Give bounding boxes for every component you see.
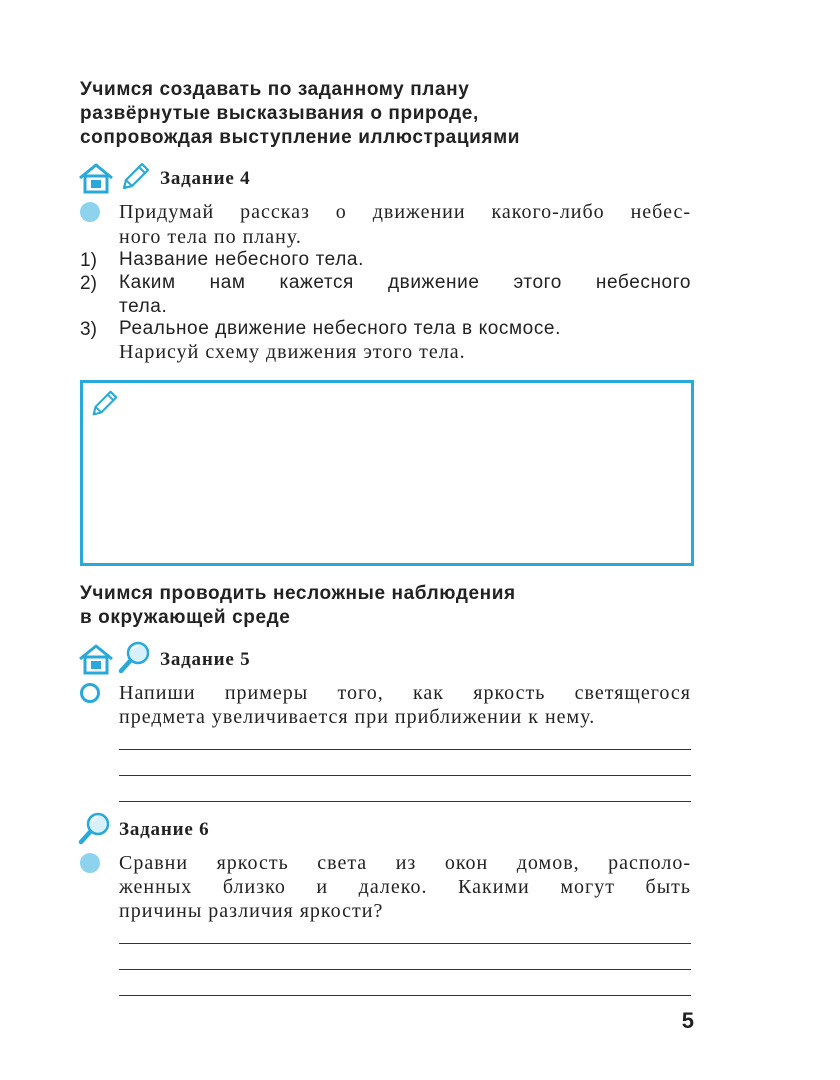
task-4-bullet xyxy=(80,202,100,222)
answer-line[interactable] xyxy=(119,995,691,996)
magnifier-icon xyxy=(78,811,112,845)
task-6-line: Сравни яркость света из окон домов, располо- xyxy=(119,852,691,874)
list-item-2: Каким нам кажется движение этого небесного xyxy=(119,272,691,293)
home-icon xyxy=(78,162,114,194)
task-5-bullet xyxy=(80,683,100,703)
task-6-title: Задание 6 xyxy=(119,819,210,840)
task-6-line: причины различия яркости? xyxy=(119,900,384,922)
section-heading-2 xyxy=(80,582,720,630)
list-item-1: Название небесного тела. xyxy=(119,249,364,270)
heading-line: развёрнутые высказывания о природе, xyxy=(80,103,479,124)
answer-line[interactable] xyxy=(119,749,691,750)
list-item-3: Реальное движение небесного тела в космосе. xyxy=(119,318,561,339)
magnifier-icon xyxy=(118,640,152,674)
task-5-line: предмета увеличивается при приближении к нему. xyxy=(119,706,596,728)
task-6-bullet xyxy=(80,853,100,873)
task-4-title: Задание 4 xyxy=(160,168,251,189)
list-number: 1) xyxy=(80,250,97,271)
task-4-intro-line: Придумай рассказ о движении какого-либо небес- xyxy=(119,201,691,223)
list-number: 3) xyxy=(80,319,97,340)
list-item-3-cont: Нарисуй схему движения этого тела. xyxy=(119,341,466,363)
answer-line[interactable] xyxy=(119,969,691,970)
answer-line[interactable] xyxy=(119,801,691,802)
list-item-2-cont: тела. xyxy=(119,296,168,317)
page-number: 5 xyxy=(681,1008,694,1033)
heading-line: Учимся создавать по заданному плану xyxy=(80,79,470,100)
task-5-line: Напиши примеры того, как яркость светящегося xyxy=(119,682,691,704)
heading-line: сопровождая выступление иллюстрациями xyxy=(80,127,521,148)
drawing-area[interactable] xyxy=(80,380,694,566)
home-icon xyxy=(78,643,114,675)
pencil-icon xyxy=(118,160,152,194)
section-heading-1 xyxy=(80,78,720,150)
answer-line[interactable] xyxy=(119,943,691,944)
task-6-line: женных близко и далеко. Какими могут быть xyxy=(119,876,691,898)
task-4-intro-line: ного тела по плану. xyxy=(119,226,302,248)
pencil-icon xyxy=(88,388,120,420)
task-5-title: Задание 5 xyxy=(160,649,251,670)
list-number: 2) xyxy=(80,273,97,294)
heading-line: Учимся проводить несложные наблюдения xyxy=(80,583,516,604)
heading-line: в окружающей среде xyxy=(80,607,291,628)
answer-line[interactable] xyxy=(119,775,691,776)
